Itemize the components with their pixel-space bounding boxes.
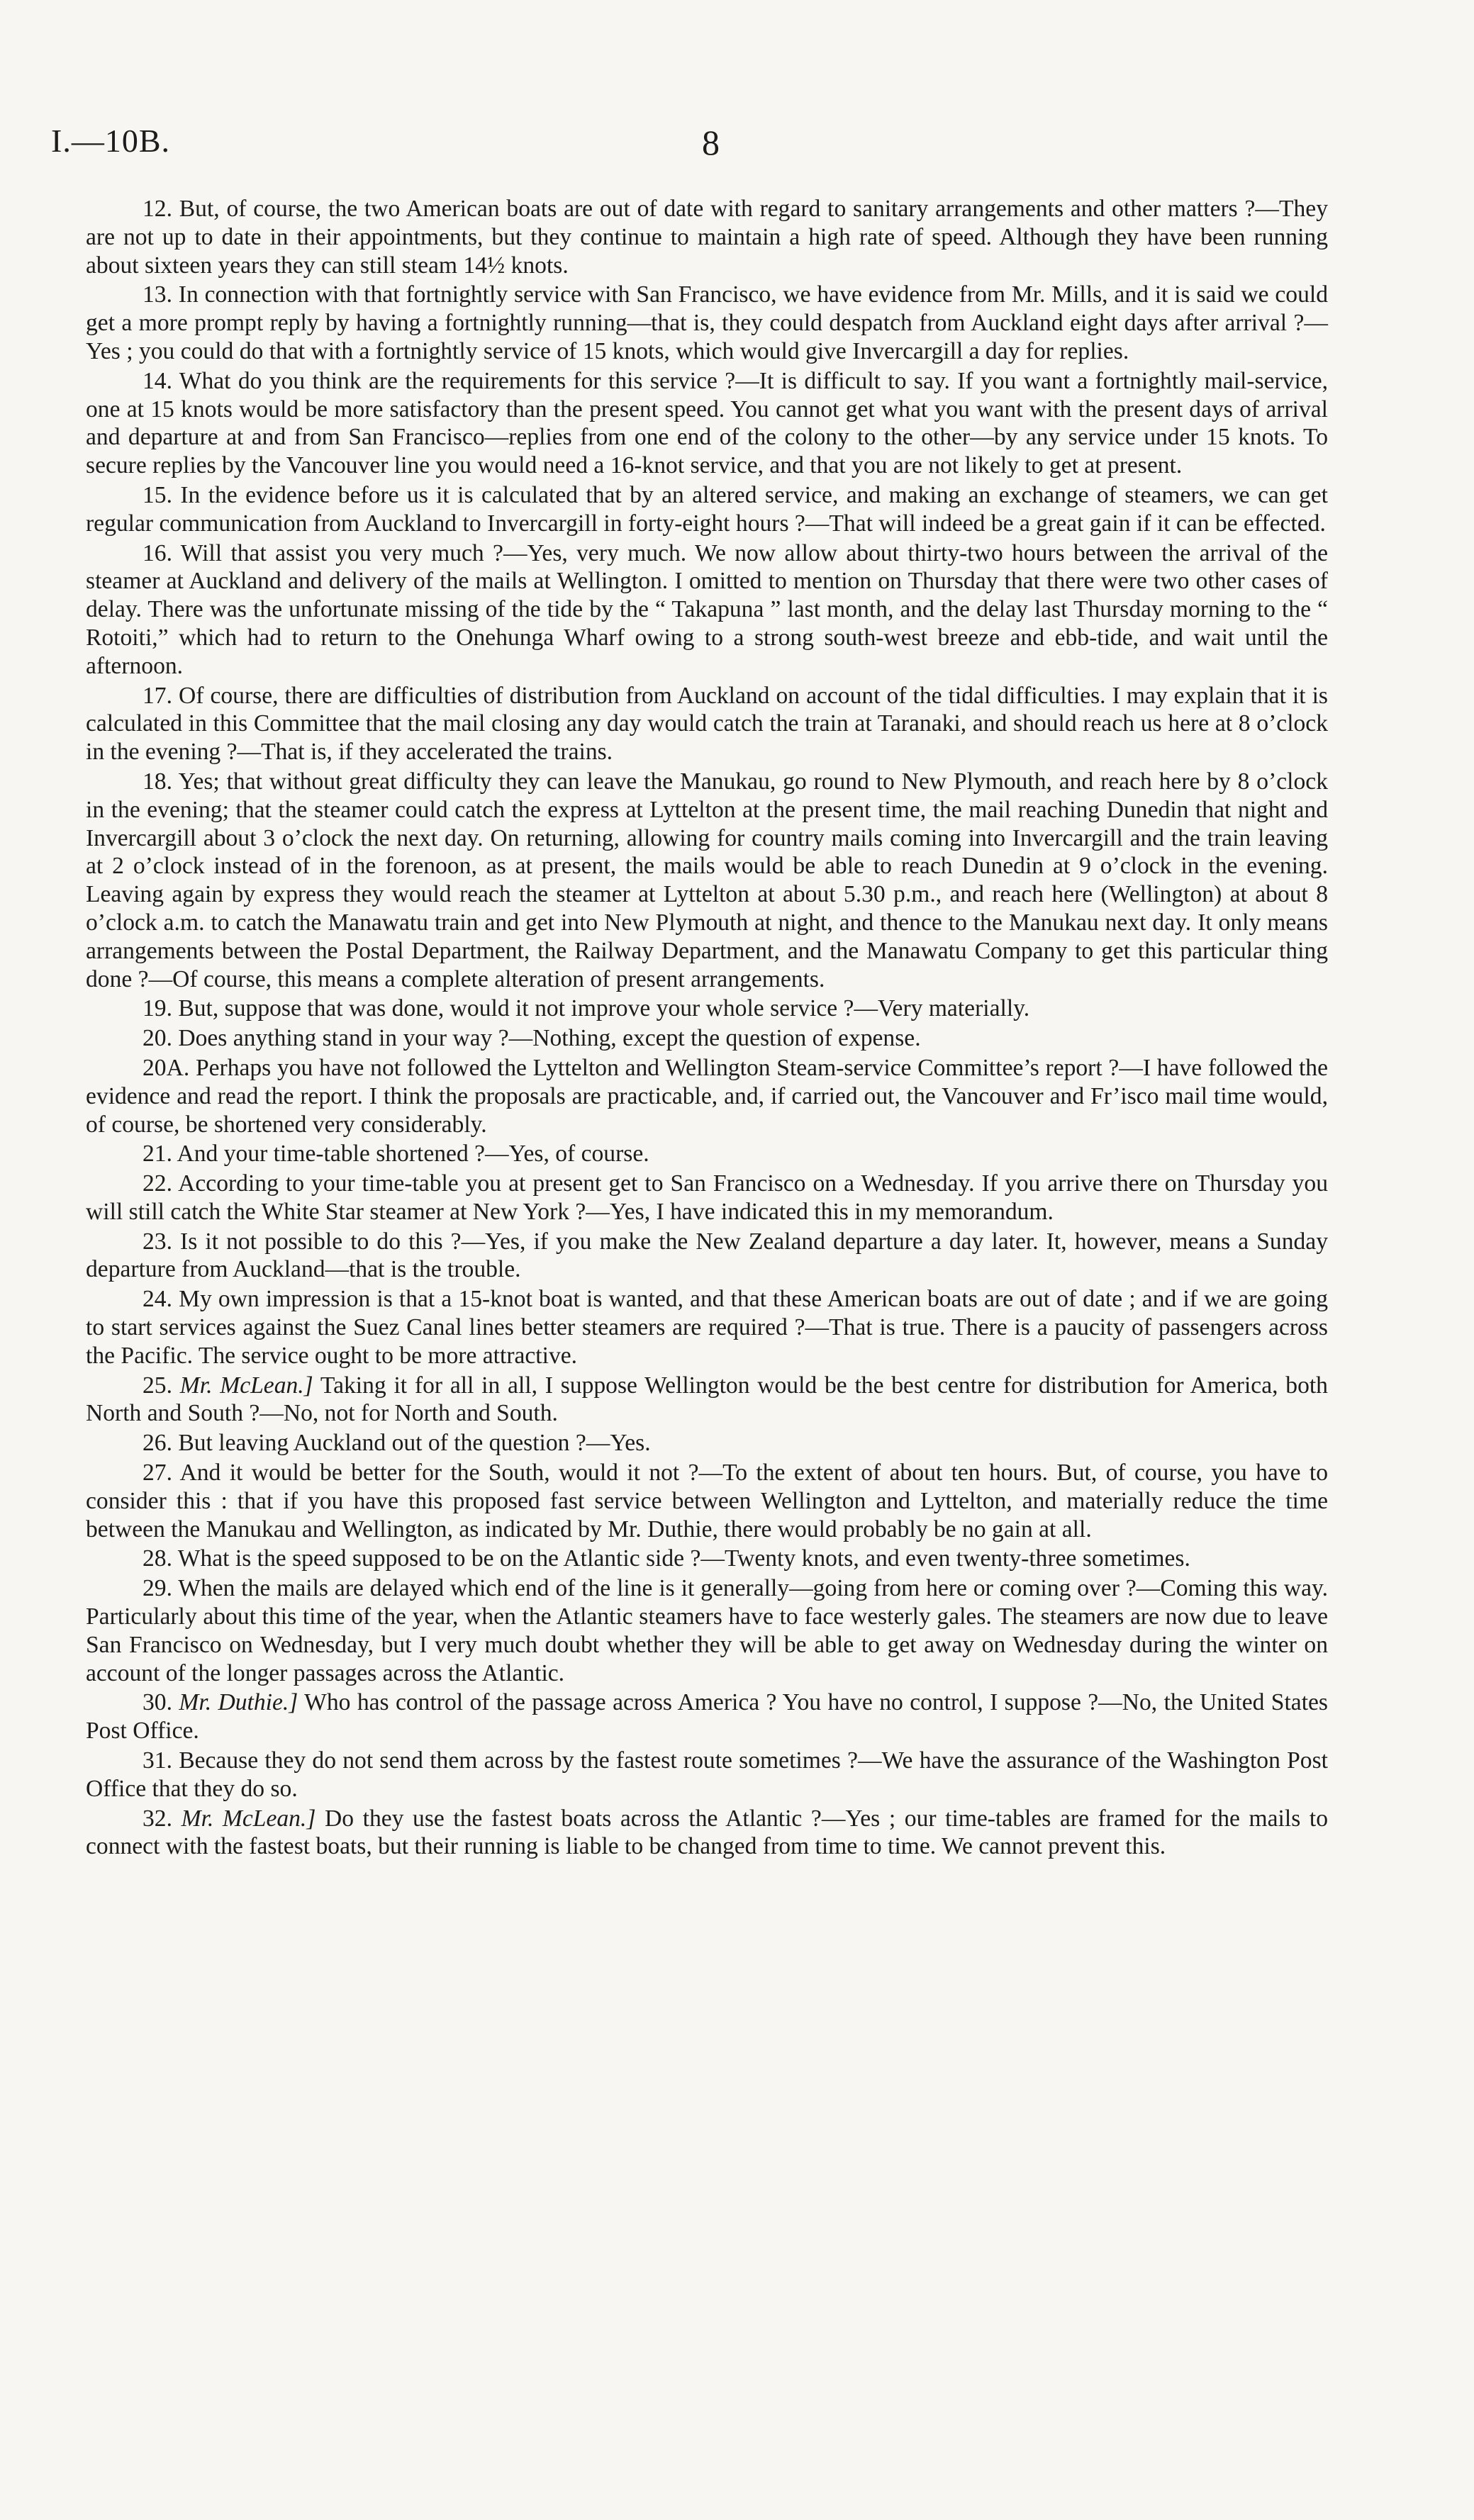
paragraph-28: 28. What is the speed supposed to be on the Atlantic side ?—Twenty knots, and even twenty-three sometimes. [143, 1545, 1190, 1572]
paragraph-number: 25. [143, 1372, 172, 1399]
paragraph-29: 29. When the mails are delayed which end of the line is it generally—going from here or coming over ?—Coming this way. Particularly about this time of the year, when the Atlantic steamers have to face westerly gales. The steamers are now due to leave San Francisco on Wednesday, but I very much doubt whether they will be able to get away on Wednesday during the winter on account of the longer passages across the Atlantic. [86, 1575, 1328, 1686]
paragraph-21: 21. And your time-table shortened ?—Yes, of course. [143, 1141, 649, 1167]
paragraph-25 [86, 1372, 1328, 1428]
speaker-label: Mr. McLean.] [179, 1372, 313, 1399]
paragraph-14: 14. What do you think are the requirements for this service ?—It is difficult to say. If you want a fortnightly mail-service, one at 15 knots would be more satisfactory than the present speed. You cannot get what you want with the present days of arrival and departure at and from San Francisco—replies from one end of the colony to the other—by any service under 15 knots. To secure replies by the Vancouver line you would need a 16-knot service, and that you are not likely to get at present. [86, 367, 1328, 479]
paragraph-27: 27. And it would be better for the South, would it not ?—To the extent of about ten hours. But, of course, you have to consider this : that if you have this proposed fast service between Wellington and Lyttelton, and materially reduce the time between the Manukau and Wellington, as indicated by Mr. Duthie, there would probably be no gain at all. [86, 1460, 1328, 1542]
paragraph-26: 26. But leaving Auckland out of the question ?—Yes. [143, 1430, 651, 1457]
page-number: 8 [702, 123, 720, 162]
paragraph-24: 24. My own impression is that a 15-knot boat is wanted, and that these American boats are out of date ; and if we are going to start services against the Suez Canal lines better steamers are required ?—That is true. There is a paucity of passengers across the Pacific. The service ought to be more attractive. [86, 1286, 1328, 1369]
paragraph-12: 12. But, of course, the two American boats are out of date with regard to sanitary arrangements and other matters ?—They are not up to date in their appointments, but they continue to maintain a high rate of speed. Although they have been running about sixteen years they can still steam 14½ knots. [86, 196, 1328, 279]
paragraph-20a: 20A. Perhaps you have not followed the Lyttelton and Wellington Steam-service Committee’s report ?—I have followed the evidence and read the report. I think the proposals are practicable, and, if carried out, the Vancouver and Fr’isco mail time would, of course, be shortened very considerably. [86, 1054, 1328, 1138]
paragraph-23: 23. Is it not possible to do this ?—Yes, if you make the New Zealand departure a day later. It, however, means a Sunday departure from Auckland—that is the trouble. [86, 1228, 1328, 1283]
paragraph-20: 20. Does anything stand in your way ?—Nothing, except the question of expense. [143, 1025, 921, 1052]
paragraph-text: Taking it for all in all, I suppose Wellington would be the best centre for distribution for America, both North and South ?—No, not for North and South. [86, 1372, 1328, 1427]
paragraph-31: 31. Because they do not send them across by the fastest route sometimes ?—We have the assurance of the Washington Post Office that they do so. [86, 1747, 1328, 1802]
paragraph-17: 17. Of course, there are difficulties of distribution from Auckland on account of the tidal difficulties. I may explain that it is calculated in this Committee that the mail closing any day would catch the train at Taranaki, and should reach us here at 8 o’clock in the evening ?—That is, if they accelerated the trains. [86, 682, 1328, 766]
document-reference: I.—10B. [51, 123, 170, 159]
document-body [86, 195, 1328, 1862]
paragraph-number: 30. [143, 1689, 172, 1716]
page-header [51, 122, 1416, 179]
paragraph-text: Who has control of the passage across America ? You have no control, I suppose ?—No, the United States Post Office. [86, 1689, 1328, 1745]
speaker-label: Mr. McLean.] [181, 1805, 316, 1832]
paragraph-13: 13. In connection with that fortnightly service with San Francisco, we have evidence from Mr. Mills, and it is said we could get a more prompt reply by having a fortnightly running—that is, they could despatch from Auckland eight days after arrival ?—Yes ; you could do that with a fortnightly service of 15 knots, which would give Invercargill a day for replies. [86, 281, 1328, 364]
paragraph-30 [86, 1689, 1328, 1745]
paragraph-32 [86, 1805, 1328, 1861]
paragraph-15: 15. In the evidence before us it is calculated that by an altered service, and making an exchange of steamers, we can get regular communication from Auckland to Invercargill in forty-eight hours ?—That will indeed be a great gain if it can be effected. [86, 481, 1328, 537]
paragraph-18: 18. Yes; that without great difficulty they can leave the Manukau, go round to New Plymouth, and reach here by 8 o’clock in the evening; that the steamer could catch the express at Lyttelton at the present time, the mail reaching Dunedin that night and Invercargill about 3 o’clock the next day. On returning, allowing for country mails coming into Invercargill and the train leaving at 2 o’clock instead of in the forenoon, as at present, the mails would be able to reach Dunedin at 9 o’clock in the evening. Leaving again by express they would reach the steamer at Lyttelton at about 5.30 p.m., and reach here (Wellington) at about 8 o’clock a.m. to catch the Manawatu train and get into New Plymouth at night, and thence to the Manukau next day. It only means arrangements between the Postal Department, the Railway Department, and the Manawatu Company to get this particular thing done ?—Of course, this means a complete alteration of present arrangements. [86, 768, 1328, 992]
paragraph-text: Do they use the fastest boats across the Atlantic ?—Yes ; our time-tables are framed for the mails to connect with the fastest boats, but their running is liable to be changed from time to time. We cannot prevent this. [86, 1805, 1328, 1860]
paragraph-19: 19. But, suppose that was done, would it not improve your whole service ?—Very materially. [143, 995, 1030, 1022]
paragraph-16: 16. Will that assist you very much ?—Yes, very much. We now allow about thirty-two hours between the arrival of the steamer at Auckland and delivery of the mails at Wellington. I omitted to mention on Thursday that there were two other cases of delay. There was the unfortunate missing of the tide by the “ Takapuna ” last month, and the delay last Thursday morning to the “ Rotoiti,” which had to return to the Onehunga Wharf owing to a strong south-west breeze and ebb-tide, and wait until the afternoon. [86, 539, 1328, 679]
paragraph-number: 32. [143, 1805, 172, 1832]
speaker-label: Mr. Duthie.] [179, 1689, 298, 1716]
paragraph-22: 22. According to your time-table you at present get to San Francisco on a Wednesday. If you arrive there on Thursday you will still catch the White Star steamer at New York ?—Yes, I have indicated this in my memorandum. [86, 1170, 1328, 1225]
